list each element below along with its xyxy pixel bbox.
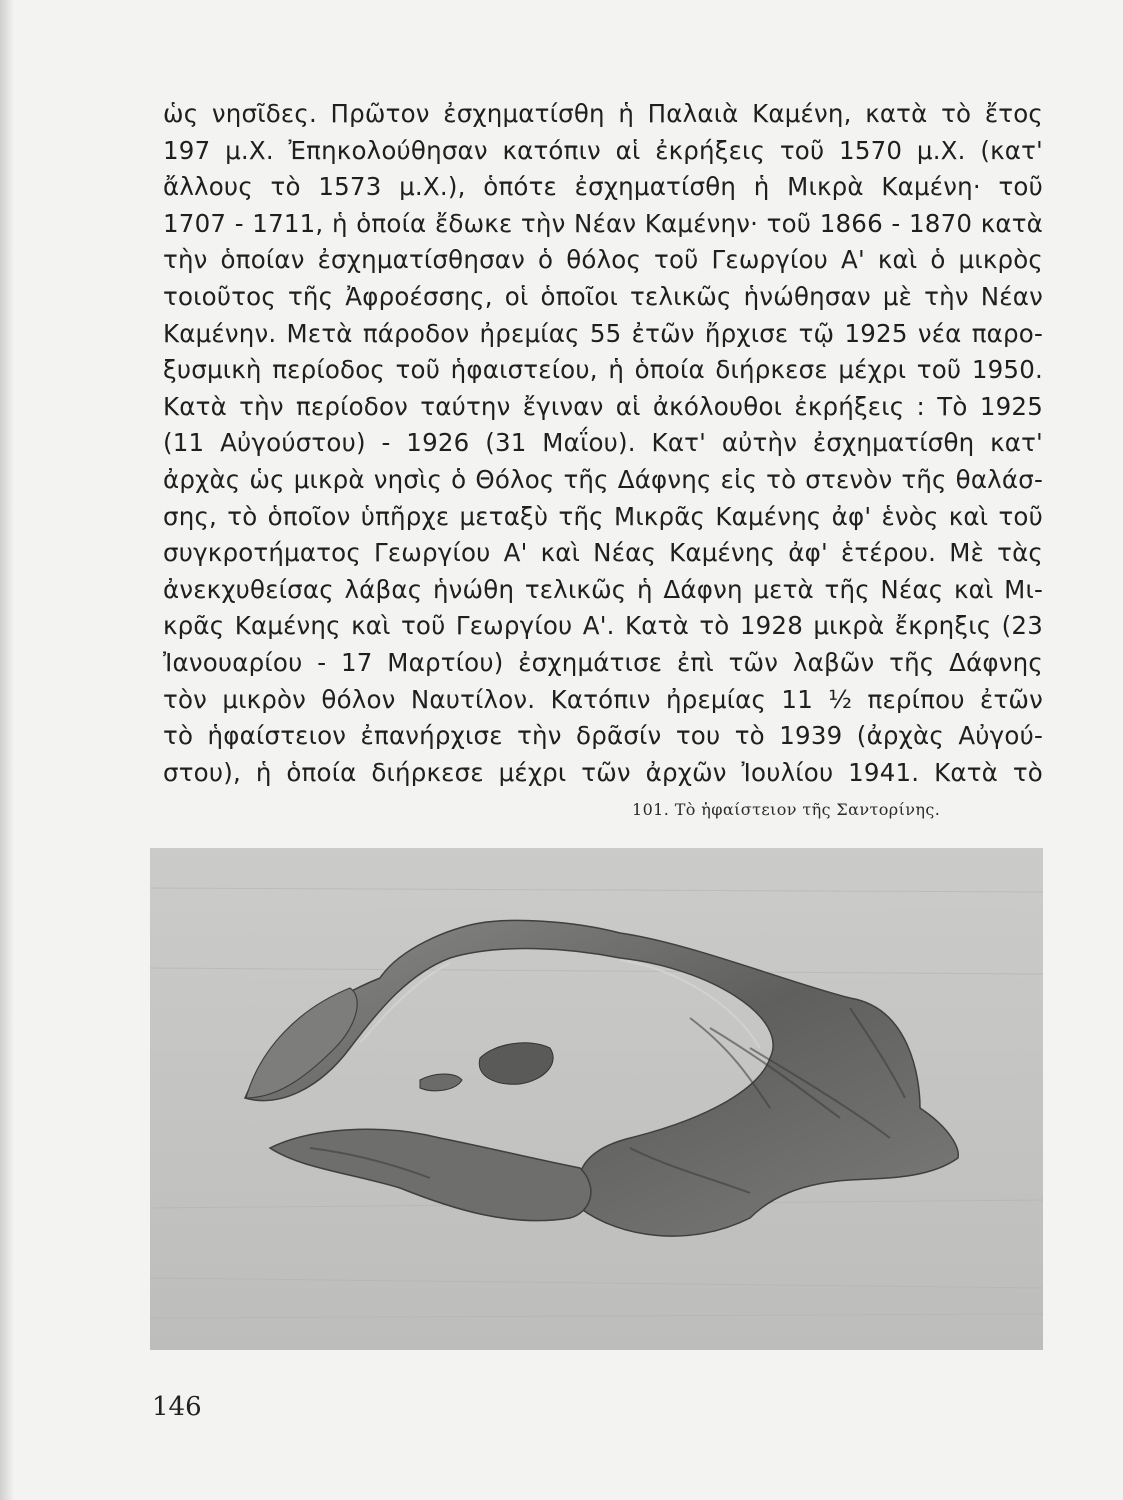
text-line: συγκροτήματος Γεωργίου Α' καὶ Νέας Καμένης ἀφ' ἑτέρου. Μὲ τὰς — [163, 538, 1043, 568]
text-line: ἀρχὰς ὡς μικρὰ νησὶς ὁ Θόλος τῆς Δάφνης εἰς τὸ στενὸν τῆς θαλάσ- — [163, 464, 1043, 494]
text-line: κρᾶς Καμένης καὶ τοῦ Γεωργίου Α'. Κατὰ τὸ 1928 μικρὰ ἔκρηξις (23 — [163, 611, 1043, 641]
text-line: ξυσμικὴ περίοδος τοῦ ἡφαιστείου, ἡ ὁποία διήρκεσε μέχρι τοῦ 1950. — [163, 355, 1043, 385]
text-line: τὸ ἡφαίστειον ἐπανήρχισε τὴν δρᾶσίν του τὸ 1939 (ἀρχὰς Αὐγού- — [163, 721, 1043, 751]
body-text — [163, 96, 1043, 791]
text-line: ἀνεκχυθείσας λάβας ἡνώθη τελικῶς ἡ Δάφνη μετὰ τῆς Νέας καὶ Μι- — [163, 574, 1043, 604]
text-line: τοιοῦτος τῆς Ἀφροέσσης, οἱ ὁποῖοι τελικῶς ἡνώθησαν μὲ τὴν Νέαν — [163, 281, 1043, 311]
text-line: ὡς νησῖδες. Πρῶτον ἐσχηματίσθη ἡ Παλαιὰ Καμένη, κατὰ τὸ ἔτος — [163, 99, 1043, 128]
text-line: τὴν ὁποίαν ἐσχηματίσθησαν ὁ θόλος τοῦ Γεωργίου Α' καὶ ὁ μικρὸς — [163, 245, 1043, 275]
text-line: σης, τὸ ὁποῖον ὑπῆρχε μεταξὺ τῆς Μικρᾶς Καμένης ἀφ' ἑνὸς καὶ τοῦ — [163, 501, 1043, 531]
text-line: Καμένην. Μετὰ πάροδον ἠρεμίας 55 ἐτῶν ἤρχισε τῷ 1925 νέα παρο- — [163, 318, 1043, 348]
text-line: τὸν μικρὸν θόλον Ναυτίλον. Κατόπιν ἠρεμίας 11 ½ περίπου ἐτῶν — [163, 684, 1043, 714]
text-line: Ἰανουαρίου - 17 Μαρτίου) ἐσχημάτισε ἐπὶ τῶν λαβῶν τῆς Δάφνης — [163, 647, 1043, 677]
figure-caption: 101. Τὸ ἡφαίστειον τῆς Σαντορίνης. — [632, 800, 941, 819]
text-line: στου), ἡ ὁποία διήρκεσε μέχρι τῶν ἀρχῶν Ἰουλίου 1941. Κατὰ τὸ — [163, 757, 1043, 787]
page-number: 146 — [152, 1392, 202, 1422]
page-edge-shadow — [0, 0, 14, 1500]
text-line: ἄλλους τὸ 1573 μ.Χ.), ὁπότε ἐσχηματίσθη ἡ Μικρὰ Καμένη· τοῦ — [163, 172, 1043, 202]
santorini-relief-image — [150, 848, 1043, 1350]
text-line: (11 Αὐγούστου) - 1926 (31 Μαΐου). Κατ' αὐτὴν ἐσχηματίσθη κατ' — [163, 428, 1043, 458]
text-line: 197 μ.Χ. Ἐπηκολούθησαν κατόπιν αἱ ἐκρήξεις τοῦ 1570 μ.Χ. (κατ' — [163, 135, 1043, 165]
text-line: 1707 - 1711, ἡ ὁποία ἔδωκε τὴν Νέαν Καμένην· τοῦ 1866 - 1870 κατὰ — [163, 208, 1043, 238]
text-line: Κατὰ τὴν περίοδον ταύτην ἔγιναν αἱ ἀκόλουθοι ἐκρήξεις : Τὸ 1925 — [163, 391, 1043, 421]
